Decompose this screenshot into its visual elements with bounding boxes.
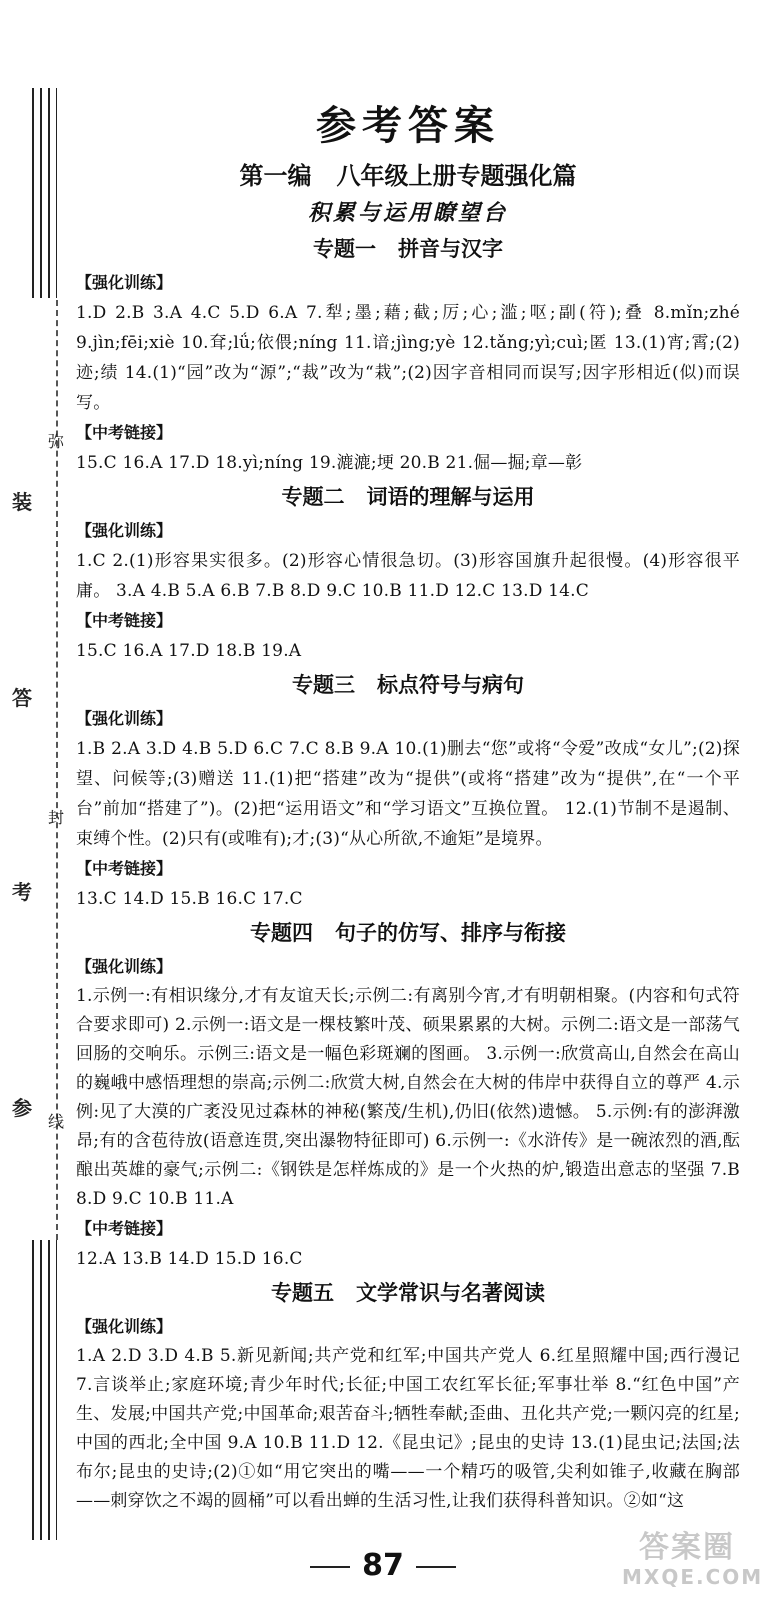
exam-answers: 12.A 13.B 14.D 15.D 16.C xyxy=(76,1249,303,1269)
topic-title: 专题四 句子的仿写、排序与衔接 xyxy=(250,921,566,945)
watermark-bottom-text: MXQE.COM xyxy=(622,1565,764,1589)
section-subtitle: 积累与运用瞭望台 xyxy=(307,200,508,226)
exam-answers: 15.C 16.A 17.D 18.B 19.A xyxy=(76,641,302,661)
strengthen-label: 【强化训练】 xyxy=(76,521,173,540)
margin-char-can: 参 xyxy=(12,1096,32,1120)
exam-label: 【中考链接】 xyxy=(76,423,173,442)
margin-char-mi: 弥 xyxy=(47,432,64,451)
exam-answers: 13.C 14.D 15.B 16.C 17.C xyxy=(76,889,303,909)
margin-char-feng: 封 xyxy=(47,808,64,827)
exam-label: 【中考链接】 xyxy=(76,611,173,630)
exam-answers: 15.C 16.A 17.D 18.yì;níng 19.漉漉;埂 20.B 21.倔—掘;章—彰 xyxy=(76,453,583,473)
strengthen-answers: 1.D 2.B 3.A 4.C 5.D 6.A 7.犁;墨;藉;截;厉;心;滥;呕;副(符);叠 8.mǐn;zhé 9.jìn;fēi;xiè 10.耷;lǘ;依偎;níng 11.谙;jìng;yè 12.tǎng;yì;cuì;匿 13.(1)宵;霄;(2)迹;绩 14.(1)“园”改为“源”;“裁”改为“栽”;(2)因字音相同而误写;因字形相近(似)而误写。 xyxy=(76,303,740,413)
exam-label: 【中考链接】 xyxy=(76,859,173,878)
page-number-dash-left xyxy=(310,1566,350,1568)
topic-title: 专题二 词语的理解与运用 xyxy=(281,485,535,509)
page-number-dash-right xyxy=(416,1566,456,1568)
margin-char-zhuang: 装 xyxy=(12,490,32,514)
part-title: 第一编 八年级上册专题强化篇 xyxy=(239,162,577,190)
binding-rules-top xyxy=(32,88,58,298)
answer-content xyxy=(76,96,740,1516)
strengthen-answers: 1.B 2.A 3.D 4.B 5.D 6.C 7.C 8.B 9.A 10.(1)删去“您”或将“令爱”改成“女儿”;(2)探望、问候等;(3)赠送 11.(1)把“搭建”改为“提供”(或将“搭建”改为“提供”,在“一个平台”前加“搭建了”)。(2)把“运用语文”和“学习语文”互换位置。 12.(1)节制不是遏制、束缚个性。(2)只有(或唯有);才;(3)“从心所欲,不逾矩”是境界。 xyxy=(76,739,740,849)
page-number-text: 87 xyxy=(362,1548,404,1583)
strengthen-label: 【强化训练】 xyxy=(76,957,173,976)
topic-title: 专题五 文学常识与名著阅读 xyxy=(271,1281,545,1305)
watermark-logo xyxy=(622,1530,764,1592)
strengthen-answers: 1.C 2.(1)形容果实很多。(2)形容心情很急切。(3)形容国旗升起很慢。(4)形容很平庸。 3.A 4.B 5.A 6.B 7.B 8.D 9.C 10.B 11.D 12.C 13.D 14.C xyxy=(76,551,740,601)
topic-title: 专题三 标点符号与病句 xyxy=(292,673,524,697)
margin-char-xian: 线 xyxy=(47,1112,64,1131)
exam-label: 【中考链接】 xyxy=(76,1219,173,1238)
page-title: 参考答案 xyxy=(316,102,500,149)
strengthen-label: 【强化训练】 xyxy=(76,273,173,292)
strengthen-answers: 1.A 2.D 3.D 4.B 5.新见新闻;共产党和红军;中国共产党人 6.红星照耀中国;西行漫记 7.言谈举止;家庭环境;青少年时代;长征;中国工农红军长征;军事壮举 8.“红色中国”产生、发展;中国共产党;中国革命;艰苦奋斗;牺牲奉献;歪曲、丑化共产党;一颗闪亮的红星;中国的西北;全中国 9.A 10.B 11.D 12.《昆虫记》;昆虫的史诗 13.(1)昆虫记;法国;法布尔;昆虫的史诗;(2)①如“用它突出的嘴——一个精巧的吸管,尖利如锥子,收藏在胸部——刺穿饮之不竭的圆桶”可以看出蝉的生活习性,让我们获得科普知识。②如“这 xyxy=(76,1346,740,1511)
topic-title: 专题一 拼音与汉字 xyxy=(313,237,503,261)
strengthen-answers: 1.示例一:有相识缘分,才有友谊天长;示例二:有离别今宵,才有明朝相聚。(内容和句式符合要求即可) 2.示例一:语文是一棵枝繁叶茂、硕果累累的大树。示例二:语文是一部荡气回肠的交响乐。示例三:语文是一幅色彩斑斓的图画。 3.示例一:欣赏高山,自然会在高山的巍峨中感悟理想的崇高;示例二:欣赏大树,自然会在大树的伟岸中获得自立的尊严 4.示例:见了大漠的广袤没见过森林的神秘(繁茂/生机),仍旧(依然)遗憾。 5.示例:有的澎湃激昂;有的含苞待放(语意连贯,突出瀑物特征即可) 6.示例一:《水浒传》是一碗浓烈的酒,酝酿出英雄的豪气;示例二:《钢铁是怎样炼成的》是一个火热的炉,锻造出意志的坚强 7.B 8.D 9.C 10.B 11.A xyxy=(76,986,740,1209)
watermark-top-text: 答案圈 xyxy=(639,1530,735,1565)
margin-char-da: 答 xyxy=(12,686,32,710)
strengthen-label: 【强化训练】 xyxy=(76,709,173,728)
strengthen-label: 【强化训练】 xyxy=(76,1317,173,1336)
margin-char-kao: 考 xyxy=(12,880,32,904)
binding-rules-bottom xyxy=(32,1240,58,1540)
